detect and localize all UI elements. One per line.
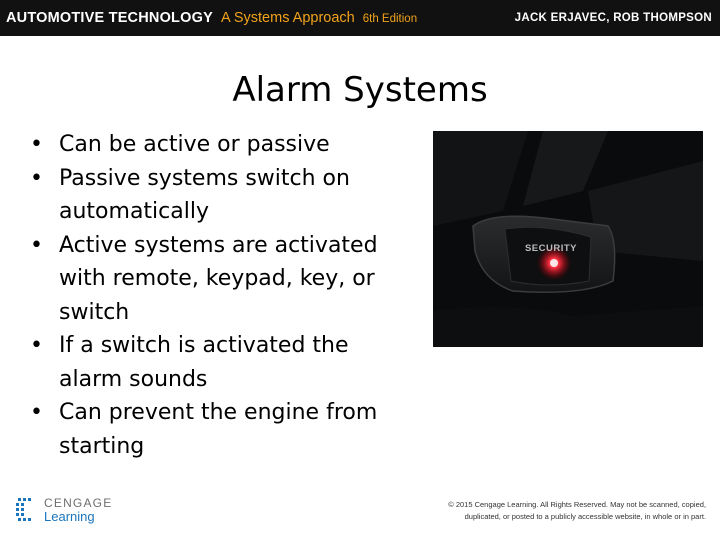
- logo-cengage-text: CENGAGE: [44, 496, 113, 510]
- led-core: [550, 259, 558, 267]
- bullet-item: [30, 128, 400, 162]
- book-title: [6, 10, 417, 26]
- bullet-text: Can prevent the engine from starting: [59, 400, 378, 459]
- bullet-marker: •: [30, 400, 43, 425]
- security-indicator-photo: [433, 131, 703, 347]
- bullet-text: Active systems are activated with remote, keypad, key, or switch: [59, 232, 378, 325]
- logo-text: [44, 497, 112, 523]
- slide-title: Alarm Systems: [232, 69, 488, 110]
- bullet-item: [30, 329, 400, 396]
- authors: JACK ERJAVEC, ROB THOMPSON: [514, 12, 712, 24]
- bullet-item: [30, 396, 400, 463]
- photo-scene: [433, 131, 703, 347]
- bullet-text: Can be active or passive: [59, 132, 330, 157]
- bullet-marker: •: [30, 333, 43, 358]
- cengage-mark-icon: [16, 496, 40, 524]
- edition-label: 6th Edition: [362, 13, 418, 25]
- bullet-text: If a switch is activated the alarm sounds: [59, 333, 349, 392]
- cengage-logo: [16, 496, 112, 524]
- logo-learning-text: Learning: [44, 509, 95, 524]
- security-label: SECURITY: [524, 243, 578, 254]
- bullet-marker: •: [30, 132, 43, 157]
- bullet-marker: •: [30, 232, 43, 258]
- book-title-main: AUTOMOTIVE TECHNOLOGY: [6, 10, 213, 26]
- copyright-notice: © 2015 Cengage Learning. All Rights Reserved. May not be scanned, copied, duplicated, or posted to a publicly accessible website, in whole or in part.: [448, 500, 706, 521]
- bullet-item: [30, 162, 400, 229]
- bullet-list: [30, 128, 400, 463]
- book-subtitle: A Systems Approach: [220, 10, 355, 26]
- bullet-marker: •: [30, 165, 43, 191]
- bullet-item: [30, 229, 400, 330]
- bullet-text: Passive systems switch on automatically: [59, 165, 350, 224]
- header-bar: [0, 0, 720, 36]
